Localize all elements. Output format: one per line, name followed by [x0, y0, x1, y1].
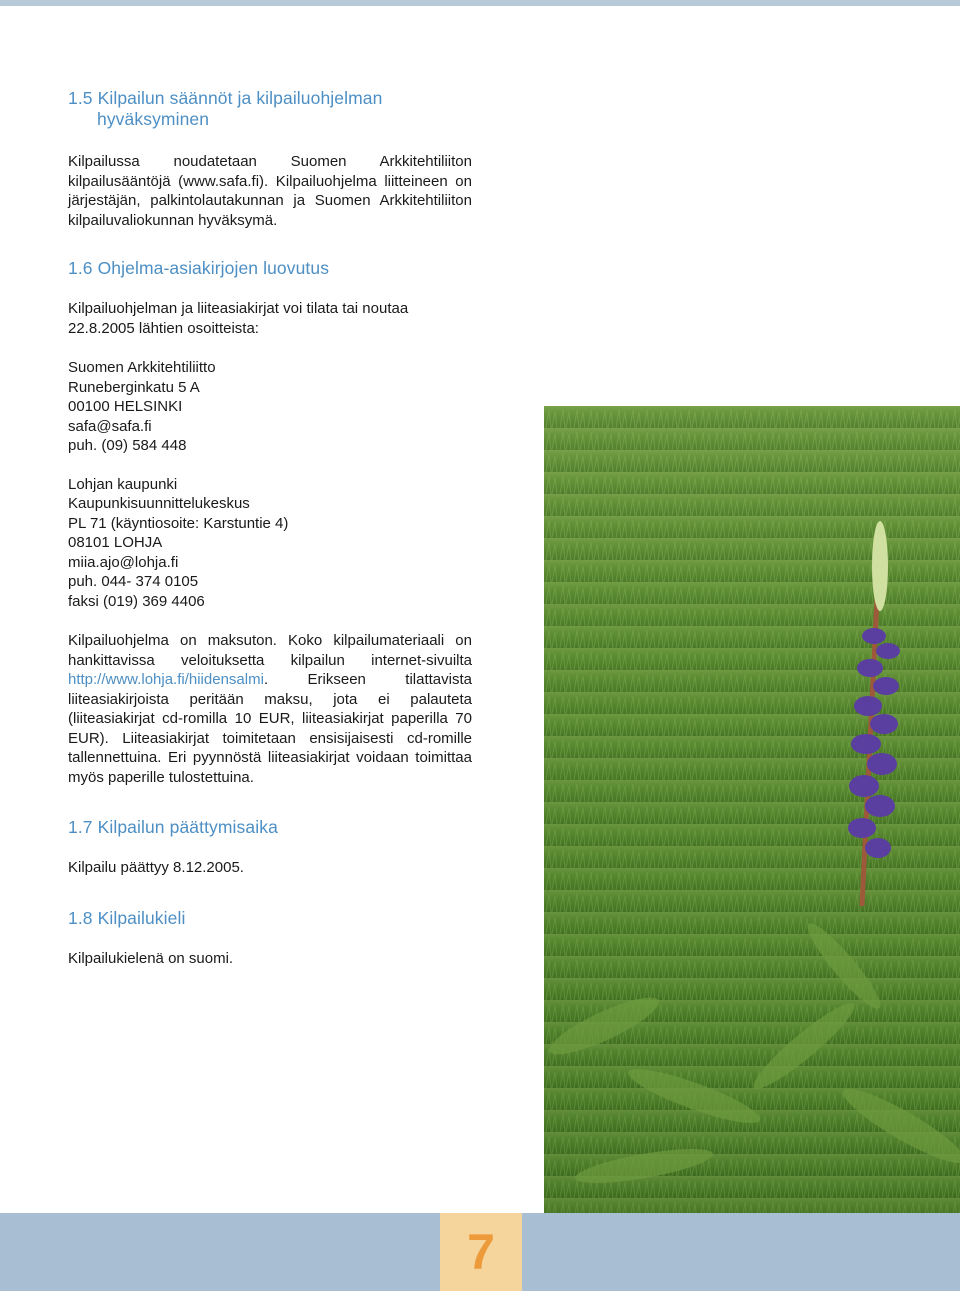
materials-text: Kilpailuohjelma on maksuton. Koko kilpailumateriaali on hankittavissa veloituksetta kilpailun internet-sivuilta	[68, 632, 472, 669]
address-line: 00100 HELSINKI	[68, 398, 183, 415]
address-line: 08101 LOHJA	[68, 534, 163, 551]
heading-1-5-line1: 1.5 Kilpailun säännöt ja kilpailuohjelman	[68, 88, 383, 108]
paragraph-materials	[68, 631, 472, 787]
text-column	[68, 88, 472, 968]
page-number: 7	[467, 1224, 495, 1280]
top-rule	[0, 0, 960, 6]
email-link[interactable]: miia.ajo@lohja.fi	[68, 553, 179, 571]
heading-1-5	[68, 88, 472, 130]
paragraph-order-intro: Kilpailuohjelman ja liiteasiakirjat voi tilata tai noutaa 22.8.2005 lähtien osoitteista:	[68, 300, 409, 337]
phone-line: puh. 044- 374 0105	[68, 573, 199, 590]
heading-1-8: 1.8 Kilpailukieli	[68, 907, 186, 928]
address-line: Runeberginkatu 5 A	[68, 378, 200, 396]
materials-text-continued: . Erikseen tilattavista liiteasiakirjoista peritään maksu, jota ei palauteta (liiteasiakirjat cd-romilla 10 EUR, liiteasiakirjat paperilla 70 EUR). Liiteasiakirjat toimitetaan ensisijaisesti cd-romille tallennettuina. Eri pyynnöstä liiteasiakirjat voidaan toimittaa myös paperille tulostettuina.	[68, 671, 472, 786]
address-line: Lohjan kaupunki	[68, 475, 178, 493]
heading-1-5-line2: hyväksyminen	[97, 109, 210, 129]
address-safa	[68, 358, 472, 456]
paragraph-language: Kilpailukielenä on suomi.	[68, 949, 234, 967]
address-line: PL 71 (käyntiosoite: Karstuntie 4)	[68, 514, 289, 532]
heading-1-7: 1.7 Kilpailun päättymisaika	[68, 817, 278, 837]
phone-line: puh. (09) 584 448	[68, 437, 187, 454]
competition-website-link[interactable]: http://www.lohja.fi/hiidensalmi	[68, 671, 264, 688]
paragraph-rules: Kilpailussa noudatetaan Suomen Arkkitehtiliiton kilpailusääntöjä (www.safa.fi). Kilpailuohjelma liitteineen on järjestäjän, palkintolautakunnan ja Suomen Arkkitehtiliiton kilpailuvaliokunnan hyväksymä.	[68, 153, 472, 229]
lupine-photo	[544, 406, 960, 1214]
address-lohja	[68, 475, 472, 612]
heading-1-6: 1.6 Ohjelma-asiakirjojen luovutus	[68, 258, 330, 278]
address-line: Kaupunkisuunnittelukeskus	[68, 495, 250, 512]
email-link[interactable]: safa@safa.fi	[68, 417, 152, 435]
fax-line: faksi (019) 369 4406	[68, 592, 205, 610]
page-number-box	[440, 1213, 522, 1291]
address-line: Suomen Arkkitehtiliitto	[68, 359, 216, 376]
paragraph-end-date: Kilpailu päättyy 8.12.2005.	[68, 859, 244, 876]
